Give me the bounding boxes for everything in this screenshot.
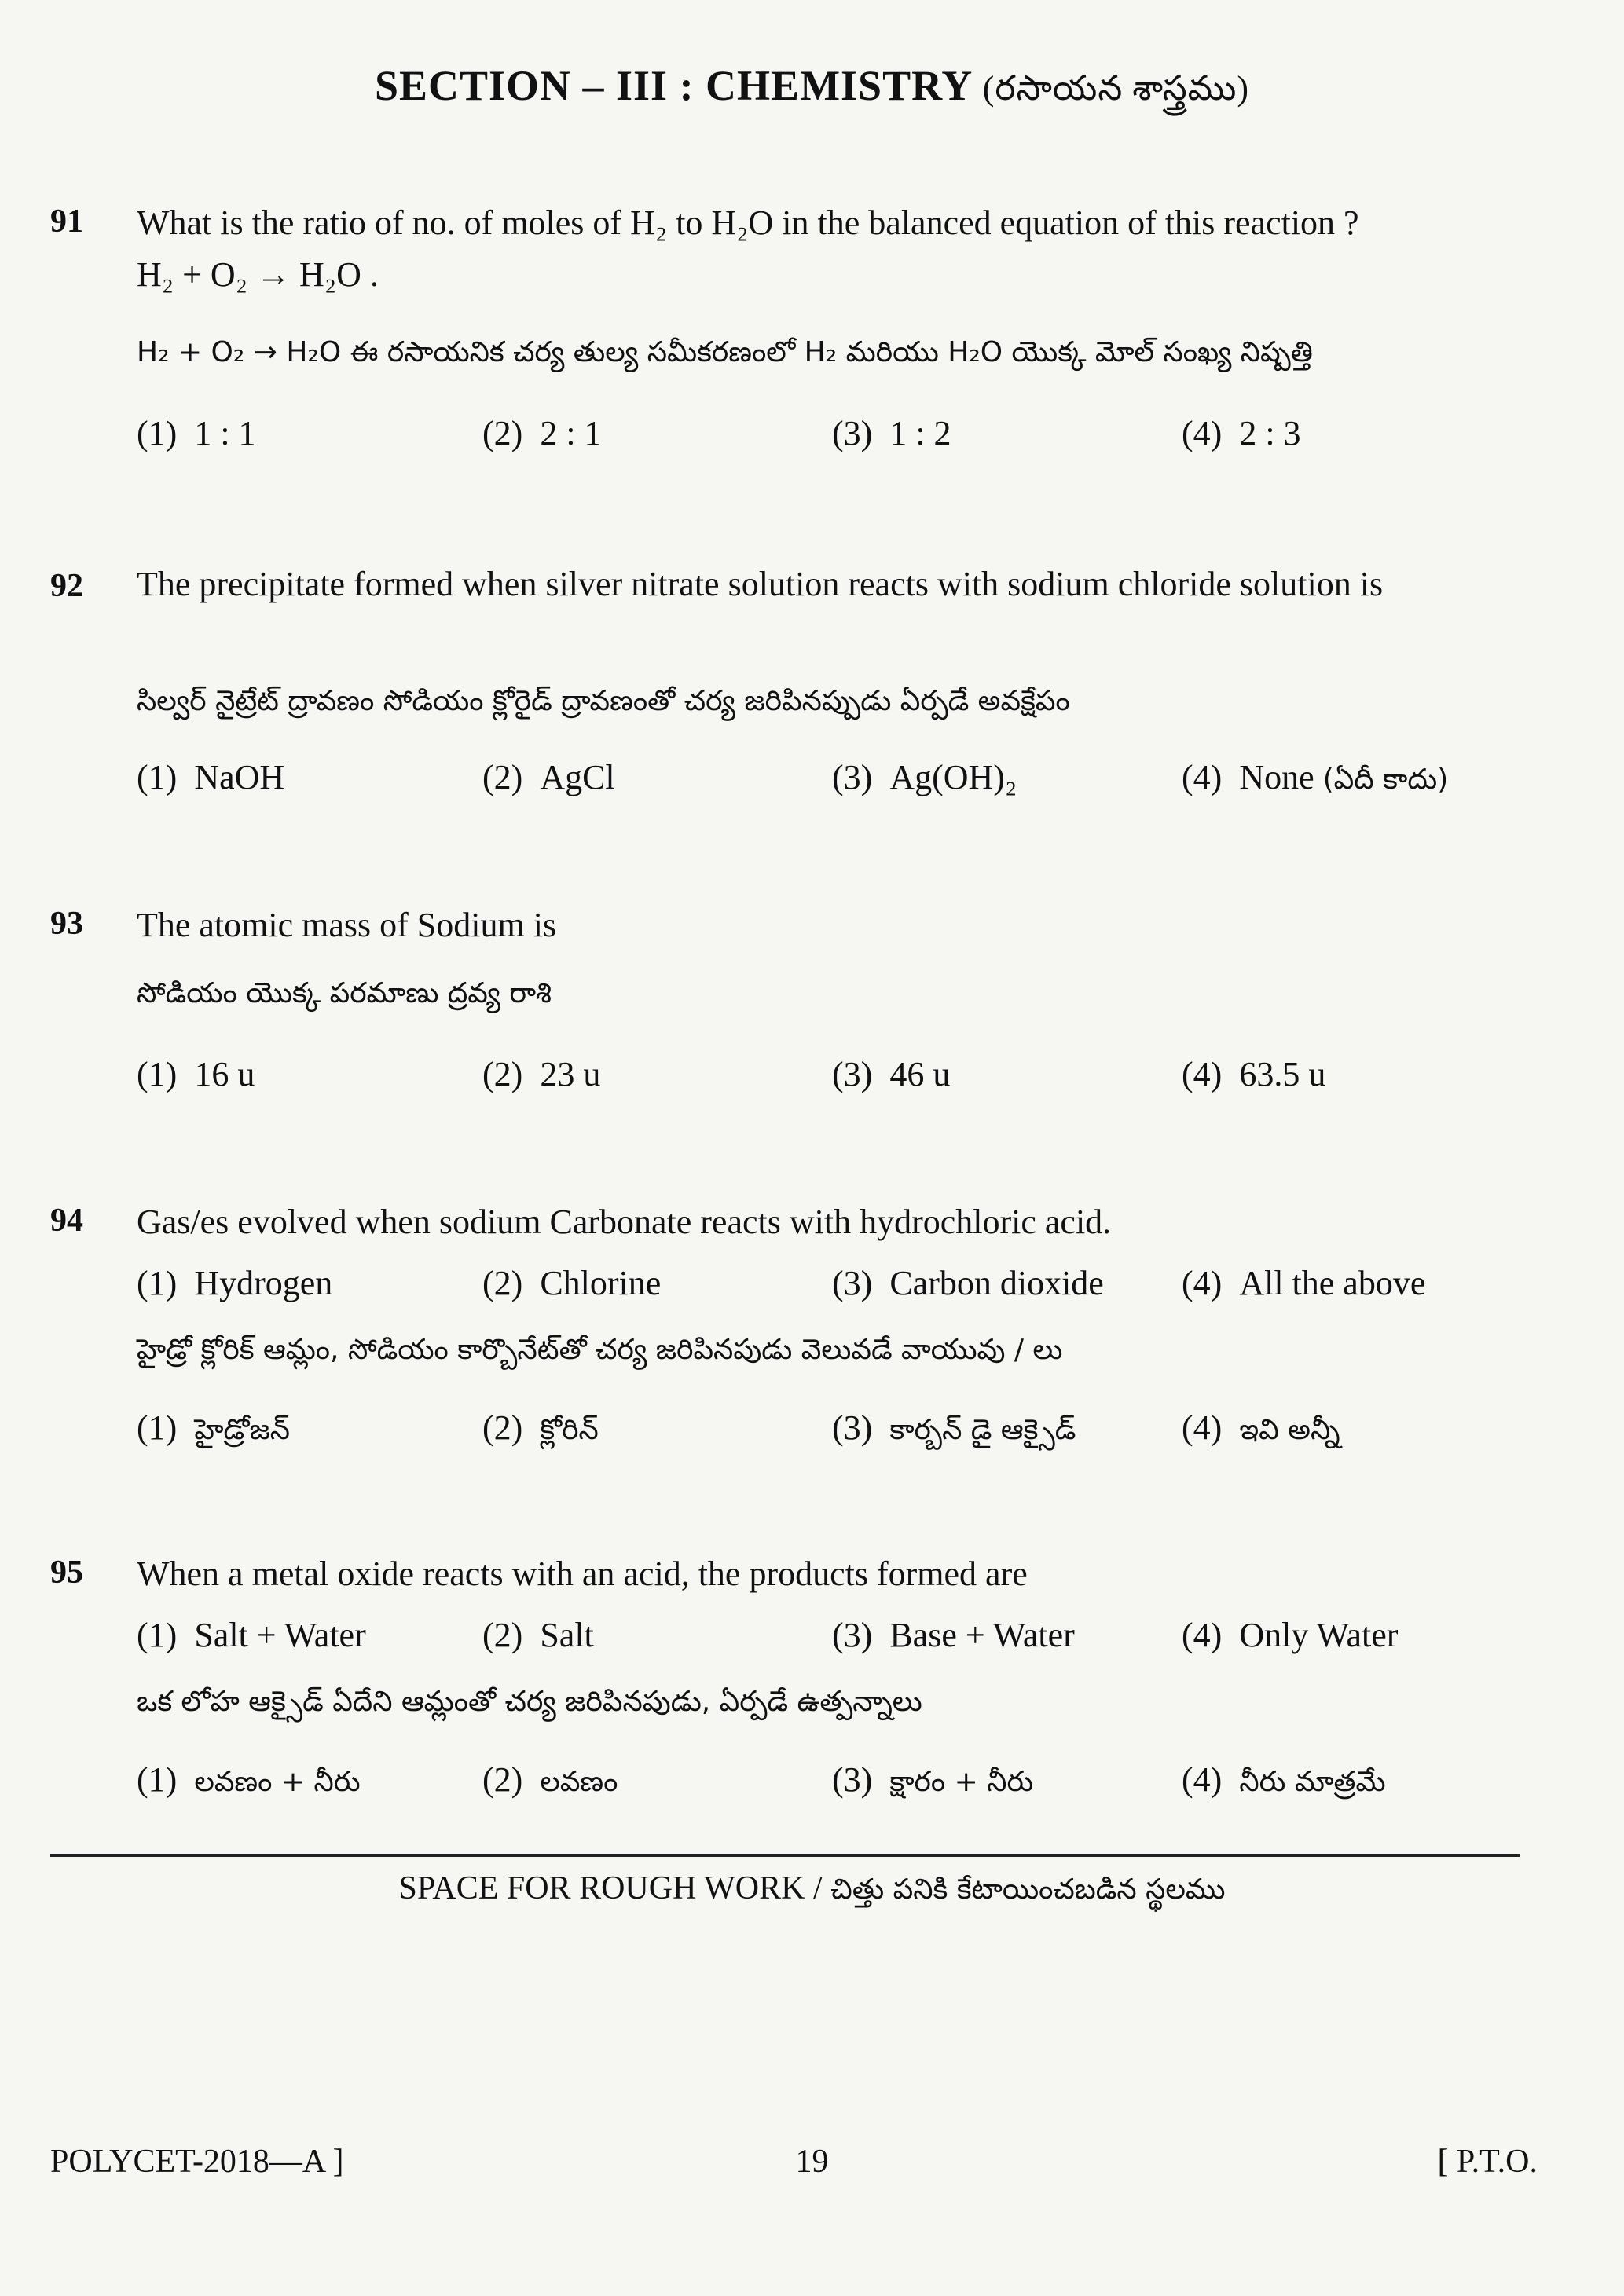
section-title-en: SECTION – III : CHEMISTRY [374, 62, 972, 109]
section-title-te: (రసాయన శాస్త్రము) [982, 69, 1250, 108]
option-en-3[interactable]: (3) Carbon dioxide [832, 1264, 1104, 1302]
option-en-2[interactable]: (2) Salt [482, 1616, 594, 1654]
option-te-4[interactable]: (4) నీరు మాత్రమే [1182, 1760, 1386, 1799]
option-2[interactable]: (2) 2 : 1 [482, 414, 602, 452]
option-4[interactable]: (4) None (ఏదీ కాదు) [1182, 758, 1449, 796]
option-te-3[interactable]: (3) క్షారం + నీరు [832, 1760, 1034, 1799]
question-text-te: H₂ + O₂ → H₂O ఈ రసాయనిక చర్య తుల్య సమీకరణంలో H₂ మరియు H₂O యొక్క మోల్ సంఖ్య నిష్పత్తి [137, 336, 1313, 368]
rough-work-label [0, 1869, 1624, 1913]
option-te-2[interactable]: (2) లవణం [482, 1760, 618, 1799]
question-text-en: What is the ratio of no. of moles of H₂ to H₂O in the balanced equation of this reaction ? [137, 203, 1359, 242]
question-number: 92 [50, 568, 83, 604]
option-4[interactable]: (4) 2 : 3 [1182, 414, 1301, 452]
option-en-1[interactable]: (1) Salt + Water [137, 1616, 366, 1654]
option-1[interactable]: (1) 1 : 1 [137, 414, 256, 452]
option-1[interactable]: (1) NaOH [137, 758, 285, 796]
option-te-3[interactable]: (3) కార్బన్ డై ఆక్సైడ్ [832, 1408, 1076, 1447]
option-te-1[interactable]: (1) హైడ్రోజన్ [137, 1408, 291, 1447]
footer-exam-code: POLYCET-2018—A ] [50, 2144, 344, 2180]
rough-work-te: చిత్తు పనికి కేటాయించబడిన స్థలము [830, 1873, 1226, 1906]
question-text-te: సోడియం యొక్క పరమాణు ద్రవ్య రాశి [137, 977, 552, 1009]
option-en-1[interactable]: (1) Hydrogen [137, 1264, 333, 1302]
option-te-2[interactable]: (2) క్లోరిన్ [482, 1408, 599, 1447]
option-3[interactable]: (3) 1 : 2 [832, 414, 951, 452]
option-en-3[interactable]: (3) Base + Water [832, 1616, 1075, 1654]
option-en-2[interactable]: (2) Chlorine [482, 1264, 662, 1302]
section-title [0, 61, 1624, 117]
question-text-en: Gas/es evolved when sodium Carbonate reacts with hydrochloric acid. [137, 1203, 1112, 1241]
question-number: 94 [50, 1203, 83, 1239]
question-text-en: The atomic mass of Sodium is [137, 906, 557, 944]
option-3[interactable]: (3) 46 u [832, 1055, 951, 1093]
footer-pto: [ P.T.O. [1437, 2144, 1538, 2180]
question-text-te: సిల్వర్ నైట్రేట్ ద్రావణం సోడియం క్లోరైడ్ ద్రావణంతో చర్య జరిపినప్పుడు ఏర్పడే అవక్షేపం [137, 685, 1070, 717]
footer-page-number: 19 [795, 2144, 829, 2180]
question-number: 93 [50, 906, 83, 942]
option-en-4[interactable]: (4) All the above [1182, 1264, 1426, 1302]
option-4[interactable]: (4) 63.5 u [1182, 1055, 1326, 1093]
question-text-te: హైడ్రో క్లోరిక్ ఆమ్లం, సోడియం కార్బొనేట్‌తో చర్య జరిపినపుడు వెలువడే వాయువు / లు [137, 1334, 1063, 1366]
question-number: 95 [50, 1554, 83, 1591]
rough-work-divider [50, 1854, 1520, 1857]
question-number: 91 [50, 203, 83, 240]
option-1[interactable]: (1) 16 u [137, 1055, 255, 1093]
question-text-en: The precipitate formed when silver nitrate solution reacts with sodium chloride solution is [137, 565, 1384, 603]
question-text-en: When a metal oxide reacts with an acid, the products formed are [137, 1554, 1028, 1593]
question-equation: H₂ + O₂ → H₂O . [137, 255, 379, 294]
option-2[interactable]: (2) AgCl [482, 758, 615, 796]
option-te-1[interactable]: (1) లవణం + నీరు [137, 1760, 361, 1799]
option-2[interactable]: (2) 23 u [482, 1055, 601, 1093]
question-text-te: ఒక లోహ ఆక్సైడ్ ఏదేని ఆమ్లంతో చర్య జరిపినపుడు, ఏర్పడే ఉత్పన్నాలు [137, 1686, 922, 1718]
option-en-4[interactable]: (4) Only Water [1182, 1616, 1399, 1654]
rough-work-en: SPACE FOR ROUGH WORK / [398, 1870, 823, 1906]
option-3[interactable]: (3) Ag(OH)₂ [832, 758, 1017, 796]
option-te-4[interactable]: (4) ఇవి అన్నీ [1182, 1408, 1340, 1447]
